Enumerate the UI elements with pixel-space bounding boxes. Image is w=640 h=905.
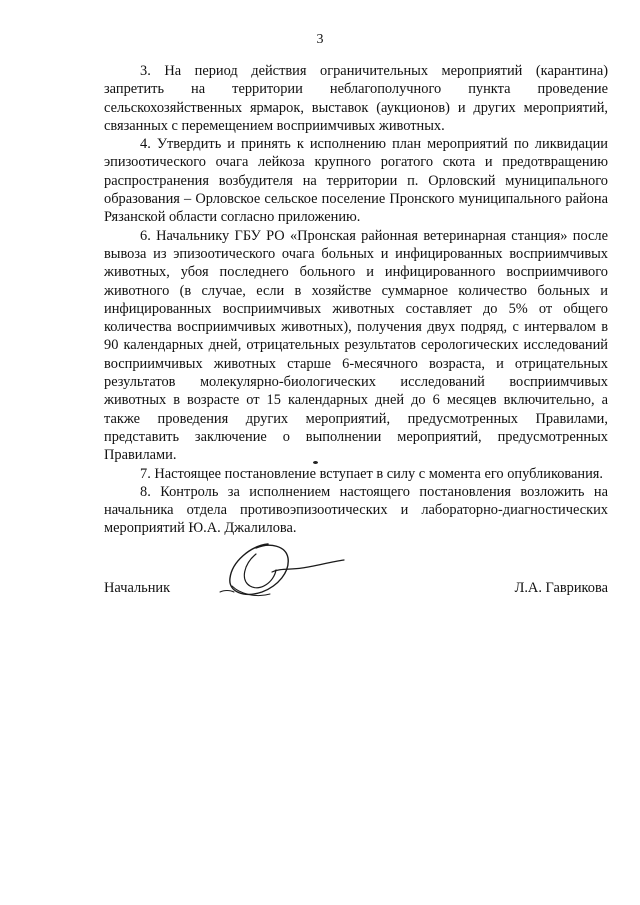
paragraph-3: 3. На период действия ограничительных мероприятий (карантина) запретить на территории неблагополучного пункта проведение сельскохозяйственных ярмарок, выставок (аукционов) и других мероприятий, связанных с перемещением восприимчивых животных.	[104, 63, 608, 134]
ink-dot	[313, 461, 318, 464]
page-number: 3	[316, 32, 324, 47]
signatory-name: Л.А. Гаврикова	[514, 580, 608, 596]
paragraph-6: 6. Начальнику ГБУ РО «Пронская районная ветеринарная станция» после вывоза из эпизоотического очага больных и инфицированных восприимчивых животных, убоя последнего больного и инфицированного восприимчивого животного (в случае, если в хозяйстве суммарное количество больных и инфицированных восприимчивых животных составляет до 5% от общего количества восприимчивых животных), получения двух подряд, с интервалом в 90 календарных дней, отрицательных результатов серологических исследований восприимчивых животных старше 6-месячного возраста, и отрицательных результатов молекулярно-биологических исследований восприимчивых животных в возрасте от 15 календарных дней до 6 месяцев включительно, а также проведения других мероприятий, предусмотренных Правилами, представить заключение о выполнении мероприятий, предусмотренных Правилами.	[104, 227, 608, 464]
signature-row	[104, 580, 608, 602]
signatory-title: Начальник	[104, 580, 171, 596]
paragraph-8: 8. Контроль за исполнением настоящего постановления возложить на начальника отдела противоэпизоотических и лабораторно-диагностических мероприятий Ю.А. Джалилова.	[104, 483, 608, 537]
document-body	[104, 62, 608, 538]
paragraph-4: 4. Утвердить и принять к исполнению план мероприятий по ликвидации эпизоотического очага лейкоза крупного рогатого скота и предотвращению распространения возбудителя на территории п. Орловский муниципального образования – Орловское сельское поселение Пронского муниципального района Рязанской области согласно приложению.	[104, 136, 608, 226]
paragraph-7: 7. Настоящее постановление вступает в силу с момента его опубликования.	[140, 465, 604, 482]
